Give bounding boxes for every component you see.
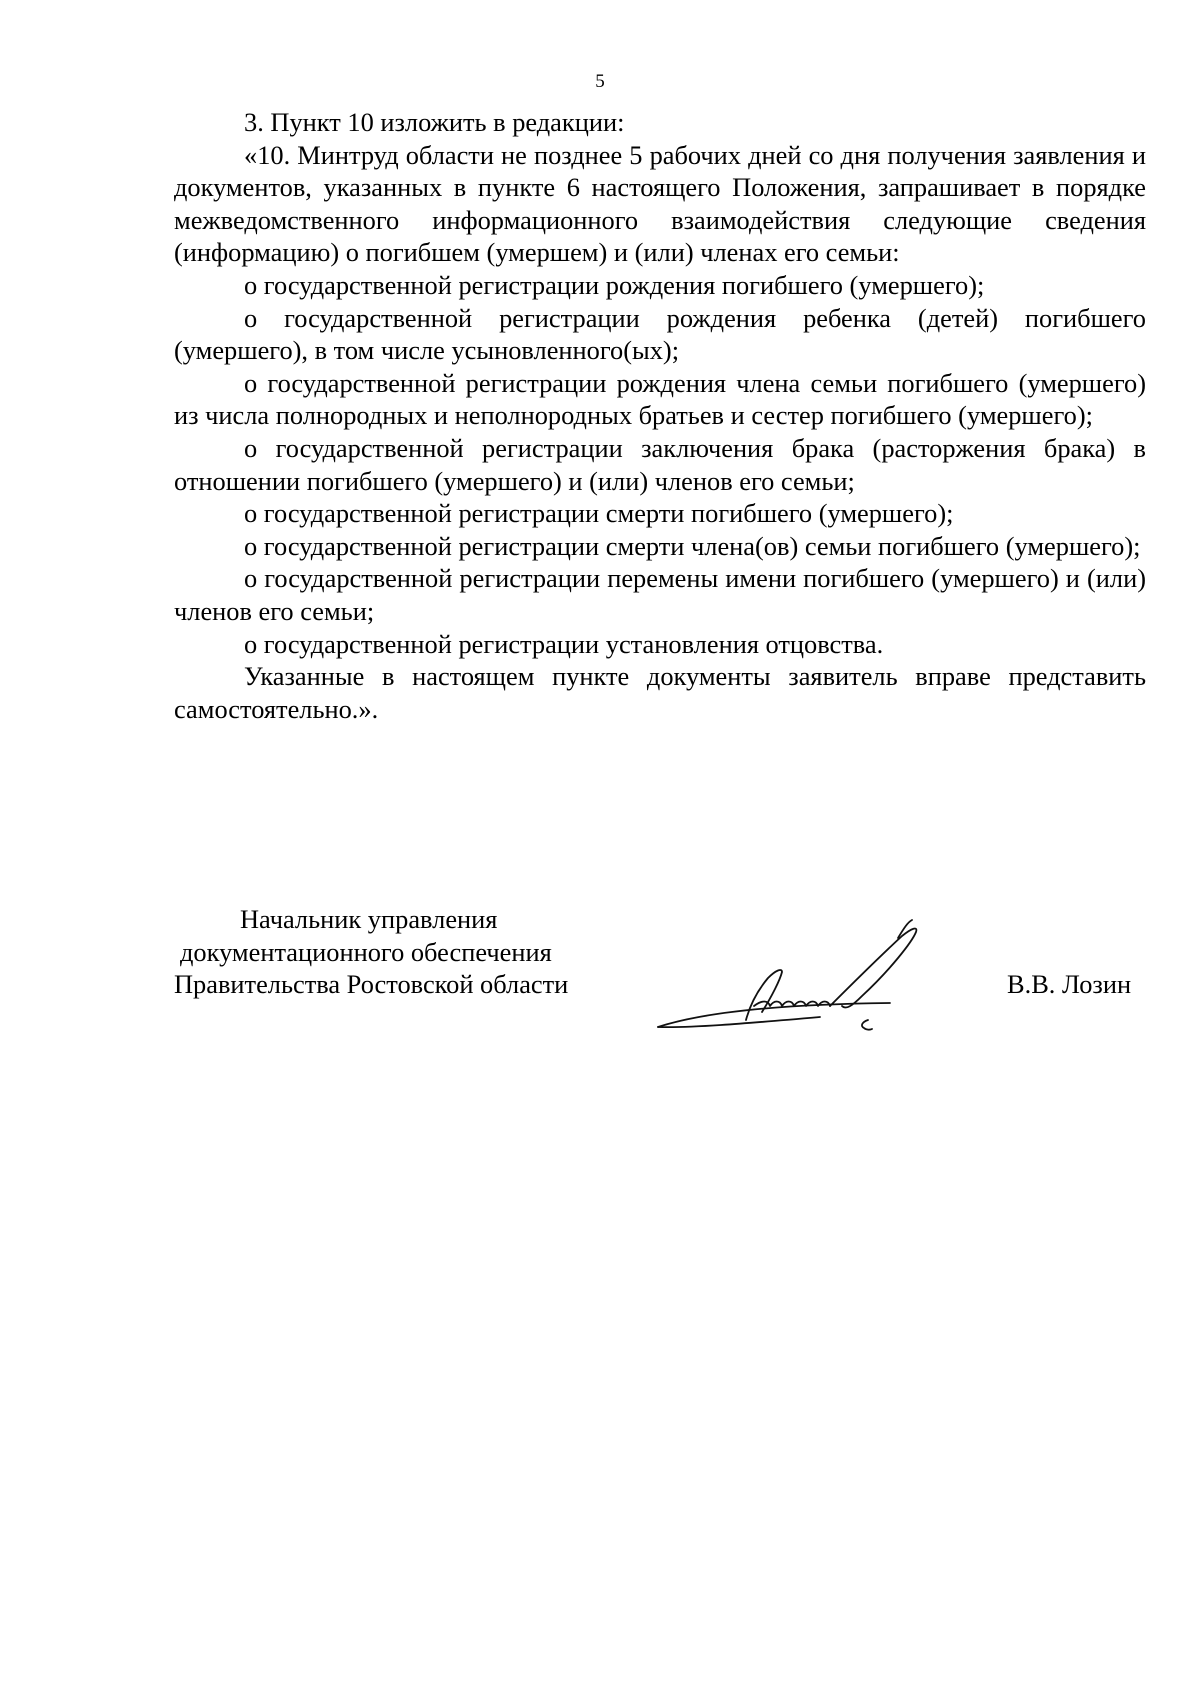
paragraph: 3. Пункт 10 изложить в редакции: bbox=[244, 107, 625, 137]
paragraph: о государственной регистрации рождения погибшего (умершего); bbox=[244, 269, 985, 300]
paragraph: «10. Минтруд области не позднее 5 рабочих дней со дня получения заявления и документов, указанных в пункте 6 настоящего Положения, запрашивает в порядке межведомственного информационного взаимодействия следующие сведения (информацию) о погибшем (умершем) и (или) членах его семьи: bbox=[174, 139, 1146, 268]
paragraph: о государственной регистрации смерти члена(ов) семьи погибшего (умершего); bbox=[244, 530, 1141, 561]
paragraph: о государственной регистрации перемены имени погибшего (умершего) и (или) членов его семьи; bbox=[174, 563, 1146, 626]
signer-position-line: Правительства Ростовской области bbox=[174, 969, 569, 1000]
signer-position-line: документационного обеспечения bbox=[180, 936, 552, 967]
page-number: 5 bbox=[595, 71, 605, 92]
signer-position bbox=[174, 903, 568, 1001]
handwritten-signature bbox=[650, 900, 990, 1060]
signer-name: В.В. Лозин bbox=[1007, 969, 1132, 999]
paragraph: о государственной регистрации рождения члена семьи погибшего (умершего) из числа полнородных и неполнородных братьев и сестер погибшего (умершего); bbox=[174, 367, 1146, 431]
paragraph: Указанные в настоящем пункте документы заявитель вправе представить самостоятельно.». bbox=[174, 661, 1146, 724]
paragraph: о государственной регистрации заключения брака (расторжения брака) в отношении погибшего (умершего) и (или) членов его семьи; bbox=[174, 432, 1146, 496]
paragraph: о государственной регистрации рождения ребенка (детей) погибшего (умершего), в том числе усыновленного(ых); bbox=[174, 302, 1146, 366]
signer-position-line: Начальник управления bbox=[240, 904, 498, 934]
paragraph: о государственной регистрации смерти погибшего (умершего); bbox=[244, 498, 954, 529]
document-body bbox=[174, 106, 1146, 725]
paragraph: о государственной регистрации установления отцовства. bbox=[244, 628, 884, 659]
